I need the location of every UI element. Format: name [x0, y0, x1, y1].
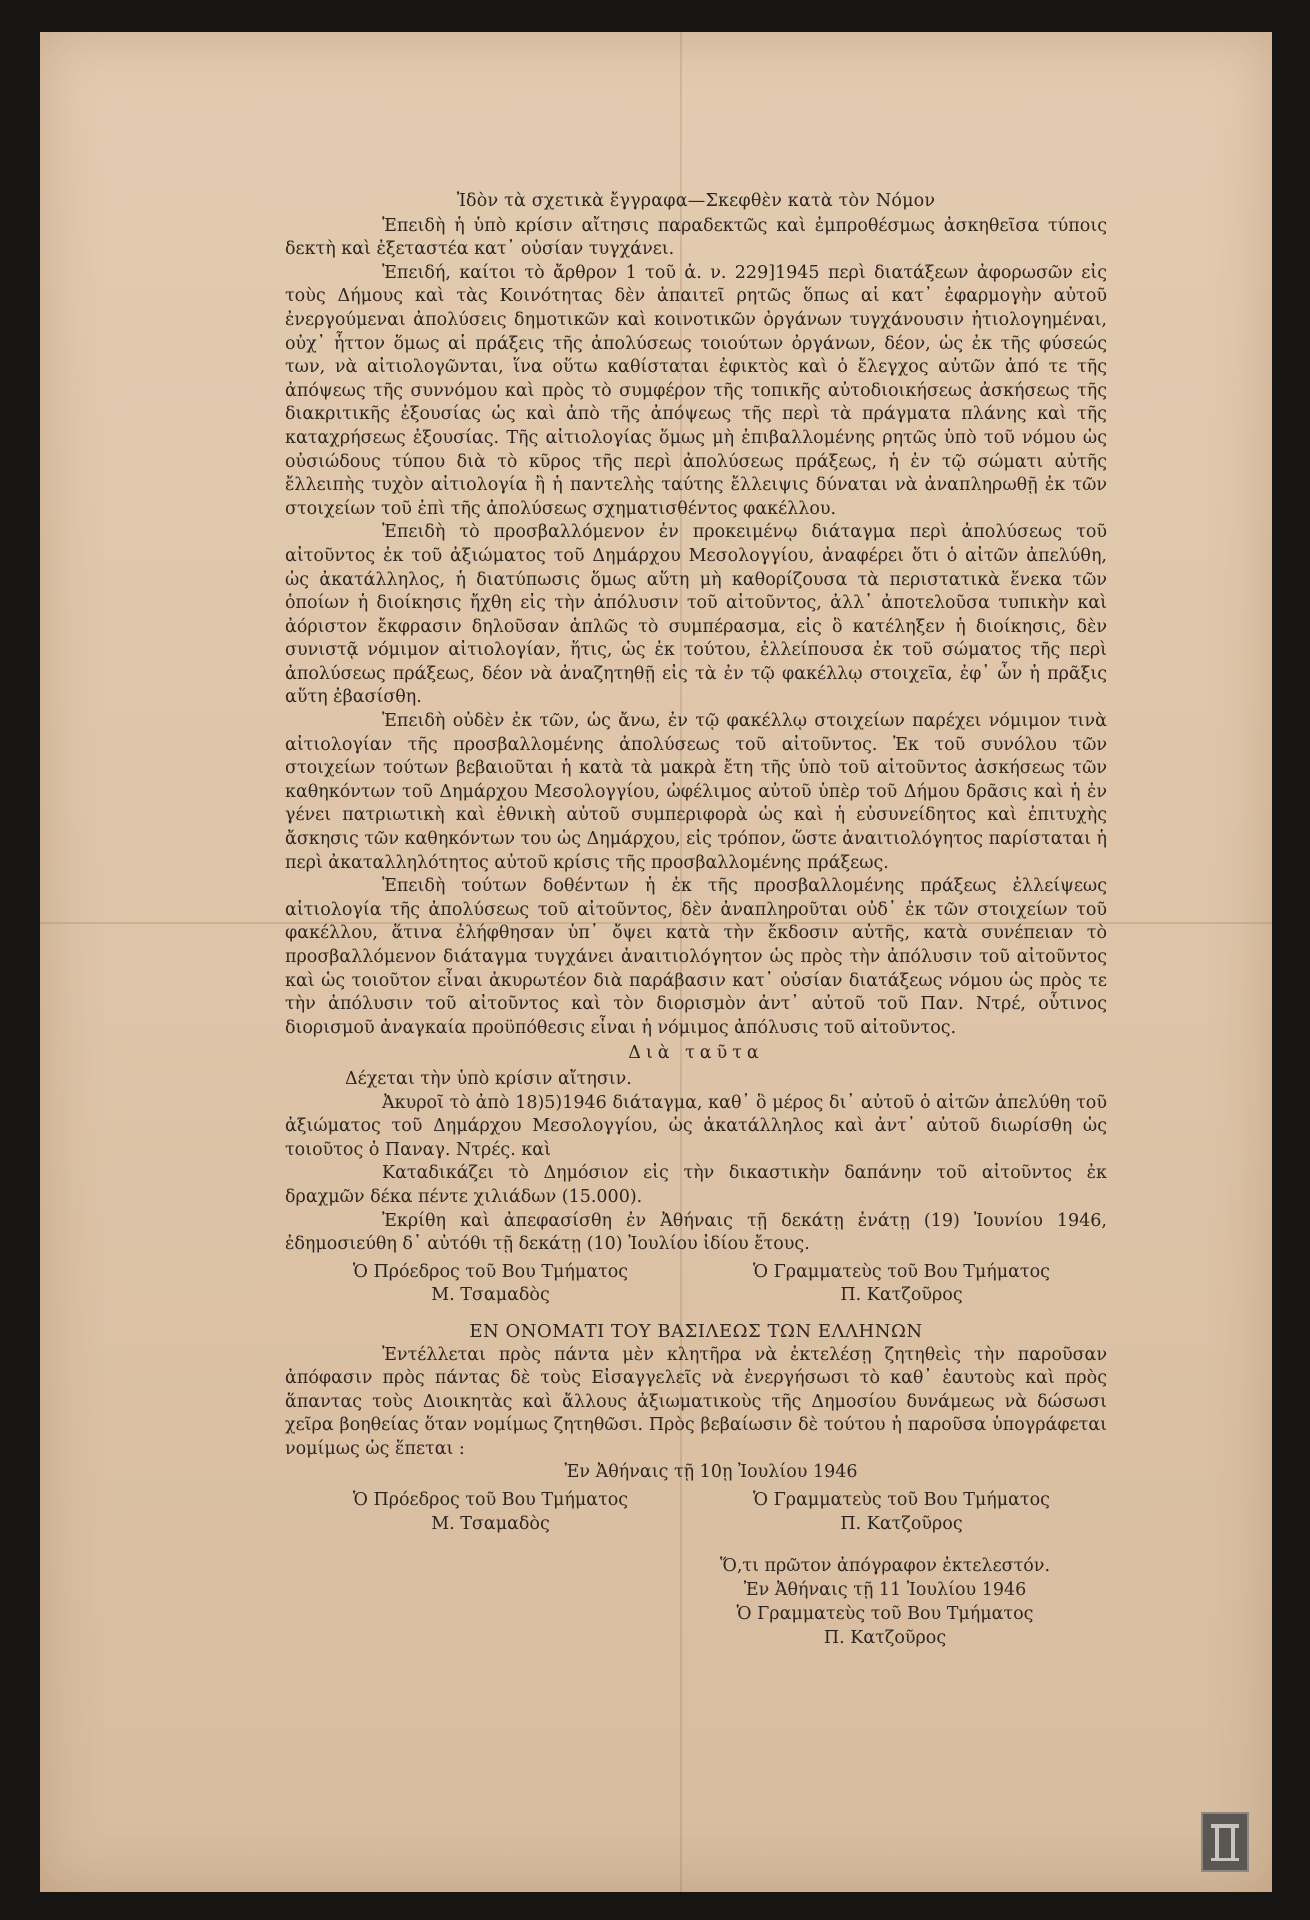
certification-line: Ὁ Γραμματεὺς τοῦ Βου Τμήματος — [736, 1604, 1034, 1625]
paragraph-4: Ἐπειδὴ οὐδὲν ἐκ τῶν, ὡς ἄνω, ἐν τῷ φακέλλῳ στοιχείων παρέχει νόμιμον τινὰ αἰτιολογίαν τῆς προσβαλλομένης ἀπολύσεως τοῦ αἰτοῦντος. Ἐκ τοῦ συνόλου τῶν στοιχείων τούτων βεβαιοῦται ἡ κατὰ τὰ μακρὰ ἔτη τῆς ὑπὸ τοῦ αἰτοῦντος ἀσκήσεως τῶν καθηκόντων τοῦ Δημάρχου Μεσολογγίου, ὠφέλιμος αὐτοῦ ὑπὲρ τοῦ Δήμου δρᾶσις καὶ ἡ ἐν γένει πατριωτικὴ καὶ ἐθνικὴ αὐτοῦ συμπεριφορὰ ὡς καὶ ἡ εὐσυνείδητος καὶ ἐπιτυχὴς ἄσκησις τῶν καθηκόντων του ὡς Δημάρχου, εἰς τρόπον, ὥστε ἀναιτιολόγητος παρίσταται ἡ περὶ ἀκαταλληλότητος αὐτοῦ κρίσις τῆς προσβαλλομένης πράξεως. — [285, 711, 1107, 873]
signature-secretary — [696, 1489, 1107, 1536]
paragraph-1: Ἐπειδὴ ἡ ὑπὸ κρίσιν αἴτησις παραδεκτῶς καὶ ἐμπροθέσμως ἀσκηθεῖσα τύποις δεκτὴ καὶ ἐξεταστέα κατ᾽ οὐσίαν τυγχάνει. — [285, 215, 1107, 260]
document-body — [285, 190, 1107, 1650]
archive-logo-icon-graphic — [1208, 1820, 1242, 1864]
signature-name: Μ. Τσαμαδὸς — [431, 1285, 550, 1306]
paragraph-2: Ἐπειδή, καίτοι τὸ ἄρθρον 1 τοῦ ἀ. ν. 229]1945 περὶ διατάξεων ἀφορωσῶν εἰς τοὺς Δήμους καὶ τὰς Κοινότητας δὲν ἀπαιτεῖ ρητῶς ὅπως αἱ κατ᾽ ἐφαρμογὴν αὐτοῦ ἐνεργούμεναι ἀπολύσεις δημοτικῶν καὶ κοινοτικῶν ὀργάνων τυγχάνουσιν ἠτιολογημέναι, οὐχ᾽ ἧττον ὅμως αἱ πράξεις τῆς ἀπολύσεως τοιούτων ὀργάνων, δέον, ὡς ἐκ τῆς φύσεώς των, νὰ αἰτιολογῶνται, ἵνα οὕτω καθίσταται ἐφικτὸς καὶ ὁ ἔλεγχος αὐτῶν ἀπό τε τῆς ἀπόψεως τῆς συννόμου καὶ πρὸς τὸ συμφέρον τῆς τοπικῆς αὐτοδιοικήσεως ἀσκήσεως τῆς διακριτικῆς ἐξουσίας ὡς καὶ ἀπὸ τῆς ἀπόψεως τῆς περὶ τὰ πράγματα πλάνης καὶ τῆς καταχρήσεως ἐξουσίας. Τῆς αἰτιολογίας ὅμως μὴ ἐπιβαλλομένης ρητῶς ὑπὸ τοῦ νόμου ὡς οὐσιώδους τύπου διὰ τὸ κῦρος τῆς περὶ ἀπολύσεως πράξεως, ἡ ἐν τῷ σώματι αὐτῆς ἔλλειπὴς τυχὸν αἰτιολογία ἢ ἡ παντελὴς ταύτης ἔλλειψις δύναται νὰ ἀναπληρωθῇ ἐκ τῶν στοιχείων τοῦ ἐπὶ τῆς ἀπολύσεως σχηματισθέντος φακέλλου. — [285, 262, 1107, 519]
document-heading: Ἰδὸν τὰ σχετικὰ ἔγγραφα—Σκεφθὲν κατὰ τὸν Νόμον — [456, 191, 936, 211]
order-paragraph: Ἐντέλλεται πρὸς πάντα μὲν κλητῆρα νὰ ἐκτελέσῃ ζητηθεὶς τὴν παροῦσαν ἀπόφασιν πρὸς πάντας δὲ τοὺς Εἰσαγγελεῖς νὰ ἐνεργήσωσι τὸ καθ᾽ ἑαυτοὺς καὶ πρὸς ἅπαντας τοὺς Διοικητὰς καὶ ἄλλους ἀξιωματικοὺς τῆς Δημοσίου δυνάμεως νὰ δώσωσι χεῖρα βοηθείας ὅταν νομίμως ζητηθῶσι. Πρὸς βεβαίωσιν δὲ τούτου ἡ παροῦσα ὑπογράφεται νομίμως ὡς ἕπεται : — [285, 1344, 1107, 1459]
signature-title: Ὁ Πρόεδρος τοῦ Βου Τμήματος — [352, 1261, 629, 1282]
document-page — [40, 32, 1272, 1892]
decision-line-1: Δέχεται τὴν ὑπὸ κρίσιν αἴτησιν. — [345, 1068, 632, 1089]
signature-title: Ὁ Γραμματεὺς τοῦ Βου Τμήματος — [753, 1261, 1050, 1282]
signature-block-2 — [285, 1489, 1107, 1536]
signature-name: Μ. Τσαμαδὸς — [431, 1513, 550, 1534]
signature-title: Ὁ Πρόεδρος τοῦ Βου Τμήματος — [352, 1490, 629, 1511]
signature-secretary — [696, 1261, 1107, 1308]
signature-title: Ὁ Γραμματεὺς τοῦ Βου Τμήματος — [753, 1490, 1050, 1511]
king-heading: ΕΝ ΟΝΟΜΑΤΙ ΤΟΥ ΒΑΣΙΛΕΩΣ ΤΩΝ ΕΛΛΗΝΩΝ — [469, 1320, 923, 1342]
date-line: Ἐν Ἀθήναις τῇ 10ῃ Ἰουλίου 1946 — [564, 1462, 858, 1483]
certification-line: Ὅ,τι πρῶτον ἀπόγραφον ἐκτελεστόν. — [719, 1556, 1051, 1577]
signature-president — [285, 1261, 696, 1308]
signature-name: Π. Κατζοῦρος — [840, 1285, 963, 1306]
archive-logo-icon — [1201, 1812, 1249, 1872]
certification-line: Π. Κατζοῦρος — [823, 1628, 947, 1649]
certification-line: Ἐν Ἀθήναις τῇ 11 Ἰουλίου 1946 — [743, 1580, 1027, 1601]
paragraph-3: Ἐπειδὴ τὸ προσβαλλόμενον ἐν προκειμένῳ διάταγμα περὶ ἀπολύσεως τοῦ αἰτοῦντος ἐκ τοῦ ἀξιώματος τοῦ Δημάρχου Μεσολογγίου, ἀναφέρει ὅτι ὁ αἰτῶν ἀπελύθη, ὡς ἀκατάλληλος, ἡ διατύπωσις ὅμως αὕτη μὴ καθορίζουσα τὰ περιστατικὰ ἕνεκα τῶν ὁποίων ἡ διοίκησις ἤχθη εἰς τὴν ἀπόλυσιν τοῦ αἰτοῦντος, ἀλλ᾽ ἀποτελοῦσα τυπικὴν καὶ ἀόριστον ἔκφρασιν δηλοῦσαν ἁπλῶς τὸ συμπέρασμα, εἰς ὃ κατέληξεν ἡ διοίκησις, δὲν συνιστᾷ νόμιμον αἰτιολογίαν, ἥτις, ὡς ἐκ τούτου, ἐλλείπουσα ἐκ τοῦ σώματος τῆς περὶ ἀπολύσεως πράξεως, δέον νὰ ἀναζητηθῇ εἰς τὰ ἐν τῷ φακέλλῳ στοιχεῖα, ἐφ᾽ ὧν ἡ πρᾶξις αὕτη ἐβασίσθη. — [285, 522, 1107, 708]
decision-paragraph-1: Ἀκυροῖ τὸ ἀπὸ 18)5)1946 διάταγμα, καθ᾽ ὃ μέρος δι᾽ αὐτοῦ ὁ αἰτῶν ἀπελύθη τοῦ ἀξιώματος τοῦ Δημάρχου Μεσολογγίου, ὡς ἀκατάλληλος καὶ ἀντ᾽ αὐτοῦ διωρίσθη ὡς τοιοῦτος ὁ Παναγ. Ντρές. καὶ — [285, 1092, 1107, 1160]
certification-block — [685, 1554, 1085, 1650]
paragraph-5: Ἐπειδὴ τούτων δοθέντων ἡ ἐκ τῆς προσβαλλομένης πράξεως ἐλλείψεως αἰτιολογία τῆς ἀπολύσεως τοῦ αἰτοῦντος, δὲν ἀναπληροῦται οὐδ᾽ ἐκ τῶν στοιχείων τοῦ φακέλλου, ἅτινα ἐλήφθησαν ὑπ᾽ ὄψει κατὰ τὴν ἔκδοσιν αὐτῆς, κατὰ συνέπειαν τὸ προσβαλλόμενον διάταγμα τυγχάνει ἀναιτιολόγητον ὡς πρὸς τὴν ἀπόλυσιν τοῦ αἰτοῦντος καὶ ὡς τοιοῦτον εἶναι ἀκυρωτέον διὰ παράβασιν κατ᾽ οὐσίαν διατάξεως νόμου ὡς πρὸς τε τὴν ἀπόλυσιν τοῦ αἰτοῦντος καὶ τὸν διορισμὸν ἀντ᾽ αὐτοῦ τοῦ Παν. Ντρέ, οὗτινος διορισμοῦ ἀναγκαία προϋπόθεσις εἶναι ἡ νόμιμος ἀπόλυσις τοῦ αἰτοῦντος. — [285, 876, 1107, 1038]
signature-name: Π. Κατζοῦρος — [840, 1513, 963, 1534]
decision-paragraph-2: Καταδικάζει τὸ Δημόσιον εἰς τὴν δικαστικὴν δαπάνην τοῦ αἰτοῦντος ἐκ δραχμῶν δέκα πέντε χιλιάδων (15.000). — [285, 1163, 1107, 1207]
signature-block-1 — [285, 1261, 1107, 1308]
dia-tauta-heading: Διὰ ταῦτα — [628, 1043, 764, 1064]
decision-paragraph-3: Ἐκρίθη καὶ ἀπεφασίσθη ἐν Ἀθήναις τῇ δεκάτῃ ἐνάτῃ (19) Ἰουνίου 1946, ἐδημοσιεύθη δ᾽ αὐτόθι τῇ δεκάτῃ (10) Ἰουλίου ἰδίου ἔτους. — [285, 1210, 1107, 1255]
signature-president — [285, 1489, 696, 1536]
